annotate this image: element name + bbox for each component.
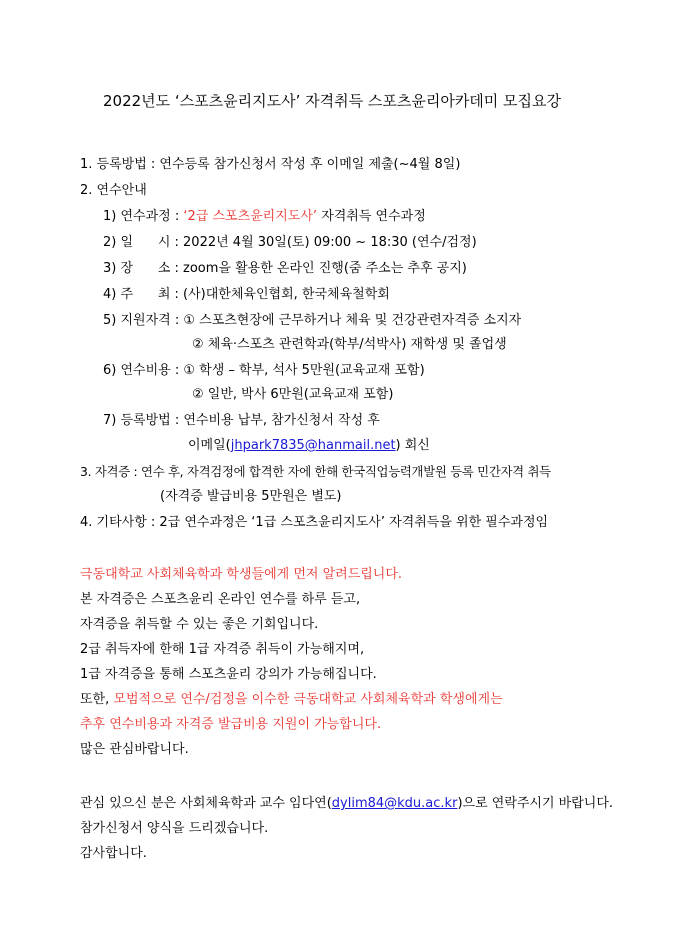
item-fee-1: 6) 연수비용 : ① 학생 – 학부, 석사 5만원(교육교재 포함) [103, 363, 425, 378]
notice-line-2: 자격증을 취득할 수 있는 좋은 기회입니다. [80, 617, 319, 632]
item-certificate-2: (자격증 발급비용 5만원은 별도) [160, 489, 342, 504]
notice-line-3: 2급 취득자에 한해 1급 자격증 취득이 가능해지며, [80, 642, 365, 657]
notice-line-6: 추후 연수비용과 자격증 발급비용 지원이 가능합니다. [80, 717, 382, 732]
item-eligibility-1: 5) 지원자격 : ① 스포츠현장에 근무하거나 체육 및 건강관련자격증 소지자 [103, 313, 522, 328]
notice-heading: 극동대학교 사회체육학과 학생들에게 먼저 알려드립니다. [80, 567, 403, 582]
register-email-link[interactable]: jhpark7835@hanmail.net [230, 438, 396, 453]
contact-line-3: 감사합니다. [80, 846, 147, 861]
notice-line-5 [80, 692, 503, 708]
contact-line-2: 참가신청서 양식을 드리겠습니다. [80, 821, 269, 836]
item-other: 4. 기타사항 : 2급 연수과정은 ‘1급 스포츠윤리지도사’ 자격취득을 위한 필수과정임 [80, 515, 549, 530]
item-register-1: 7) 등록방법 : 연수비용 납부, 참가신청서 작성 후 [103, 413, 380, 428]
item-course [103, 209, 426, 225]
item-registration-method: 1. 등록방법 : 연수등록 참가신청서 작성 후 이메일 제출(~4월 8일) [80, 157, 461, 172]
notice-line-5-highlight: 모범적으로 연수/검정을 이수한 극동대학교 사회체육학과 학생에게는 [113, 692, 503, 707]
contact-line-1 [80, 796, 613, 812]
item-place: 3) 장 소 : zoom을 활용한 온라인 진행(줌 주소는 추후 공지) [103, 261, 467, 276]
course-name: ‘2급 스포츠윤리지도사’ [183, 209, 318, 224]
item-date: 2) 일 시 : 2022년 4월 30일(토) 09:00 ~ 18:30 (연수/검정) [103, 235, 477, 250]
contact-prefix: 관심 있으신 분은 사회체육학과 교수 임다연( [80, 796, 332, 811]
contact-email-link[interactable]: dylim84@kdu.ac.kr [331, 796, 458, 811]
page-title: 2022년도 ‘스포츠윤리지도사’ 자격취득 스포츠윤리아카데미 모집요강 [103, 92, 562, 110]
register-email-prefix: 이메일( [188, 438, 231, 453]
item-certificate-1: 3. 자격증 : 연수 후, 자격검정에 합격한 자에 한해 한국직업능력개발원 등록 민간자격 취득 [80, 464, 551, 479]
item-eligibility-2: ② 체육·스포츠 관련학과(학부/석박사) 재학생 및 졸업생 [192, 337, 507, 352]
notice-line-5-prefix: 또한, [80, 692, 114, 707]
course-suffix: 자격취득 연수과정 [317, 209, 426, 224]
item-register-2 [188, 438, 430, 454]
notice-line-7: 많은 관심바랍니다. [80, 742, 189, 757]
contact-suffix: )으로 연락주시기 바랍니다. [457, 796, 614, 811]
register-email-suffix: ) 회신 [395, 438, 430, 453]
item-fee-2: ② 일반, 박사 6만원(교육교재 포함) [192, 387, 394, 402]
notice-line-1: 본 자격증은 스포츠윤리 온라인 연수를 하루 듣고, [80, 592, 361, 607]
course-label: 1) 연수과정 : [103, 209, 184, 224]
item-course-info: 2. 연수안내 [80, 183, 147, 198]
notice-line-4: 1급 자격증을 통해 스포츠윤리 강의가 가능해집니다. [80, 667, 377, 682]
item-host: 4) 주 최 : (사)대한체육인협회, 한국체육철학회 [103, 287, 390, 302]
